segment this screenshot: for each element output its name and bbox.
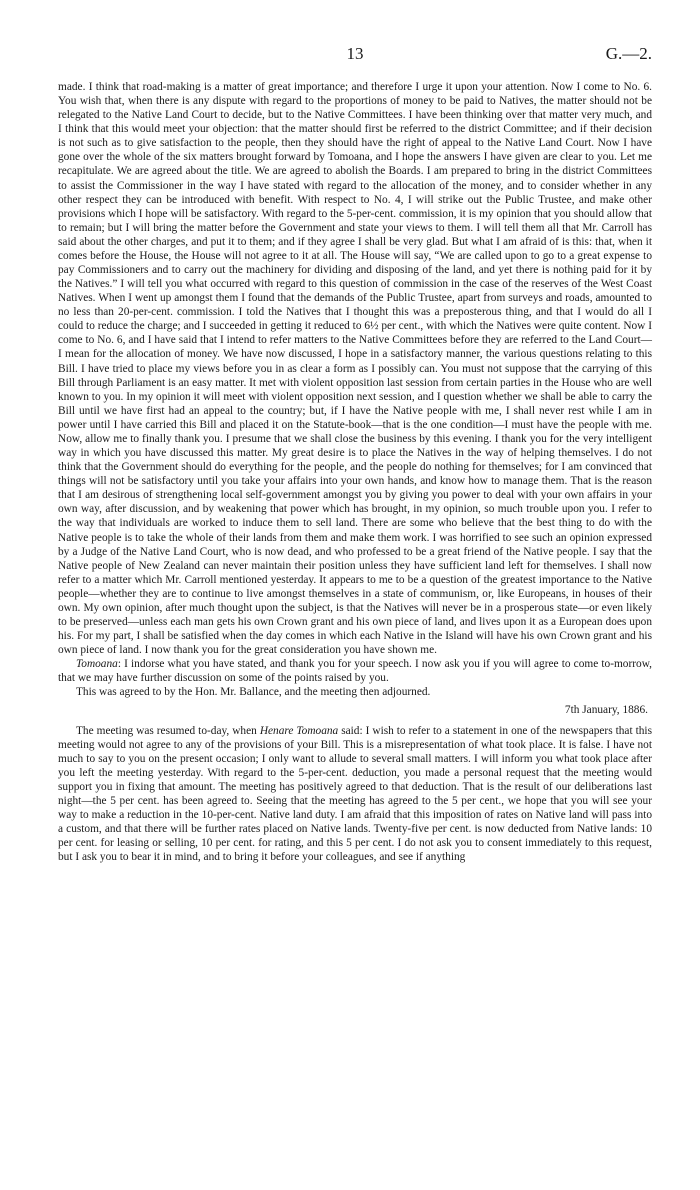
paragraph-adjournment: This was agreed to by the Hon. Mr. Ballance, and the meeting then adjourned. [76, 686, 431, 699]
paragraph-henare-tomoana-speech [58, 724, 652, 865]
body-text [58, 80, 652, 864]
page-number: 13 [346, 44, 364, 63]
paragraph-intro: The meeting was resumed to-day, when [76, 724, 260, 737]
document-page [58, 0, 652, 1190]
speaker-name: Henare Tomoana [259, 724, 339, 737]
page-header [58, 44, 652, 68]
speaker-name: Tomoana [76, 658, 118, 671]
document-reference: G.—2. [605, 44, 652, 63]
paragraph-text: : I indorse what you have stated, and thank you for your speech. I now ask you if you will agree to come to-morrow, that we may have further discussion on some of the points raised by you. [58, 658, 652, 685]
paragraph-text: said: I wish to refer to a statement in one of the newspapers that this meeting would not agree to any of the provisions of your Bill. This is a misrepresentation of what took place. It is false. I have not much to say to you on the present occasion; I only want to allude to several small matters. I will inform you what took place after you left the meeting yesterday. With regard to the 5-per-cent. deduction, you made a personal request that the meeting would support you in fixing that amount. The meeting has positively agreed to that deduction. That is the result of our deliberations last night—the 5 per cent. has been agreed to. Seeing that the meeting has agreed to the 5 per cent., we hope that you will see your way to make a reduction in the 10-per-cent. Native land duty. I am afraid that this imposition of rates on Native land will pass into a custom, and that there will be further rates placed on Native lands. Twenty-five per cent. is now deducted from Native lands: 10 per cent. for leasing or selling, 10 per cent. for rating, and this 5 per cent. I do not ask you to consent immediately to this request, but I ask you to bear it in mind, and to bring it before your colleagues, and see if anything [58, 724, 652, 864]
paragraph-ballance-speech: made. I think that road-making is a matter of great importance; and therefore I urge it upon your attention. Now I come to No. 6. You wish that, when there is any dispute with regard to the proportions of money to be paid to Natives, the matter should not be relegated to the Native Land Court to decide, but to the Native Committees. I have been thinking over that matter very much, and I think that this would meet your objection: that the matter should first be referred to the district Committee; and if their decision is not such as to give satisfaction to the people, then they should have the right of appeal to the Native Land Court. Now I have gone over the whole of the six matters brought forward by Tomoana, and I hope the answers I have given are clear to you. Let me recapitulate. We are agreed about the title. We are agreed to abolish the Boards. I am prepared to bring in the district Committees to assist the Commissioner in the way I have stated with regard to the allocation of the money, and to consider whether in any other respect they can be introduced with benefit. With respect to No. 4, I will strike out the Public Trustee, and make other provisions which I hope will be satisfactory. With regard to the 5-per-cent. commission, it is my opinion that you should allow that to remain; but I will bring the matter before the Government and state your views to them. I will tell them all that Mr. Carroll has said about the other charges, and put it to them; and if they agree I shall be very glad. But what I am afraid of is this: that, when it comes before the House, the House will not agree to it at all. The House will say, “We are called upon to go to a great expense to pay Commissioners and to carry out the machinery for dividing and disposing of the land, and yet there is nothing paid for it by the Natives.” I will tell you what occurred with regard to this question of commission in the case of the reserves of the West Coast Natives. When I went up amongst them I found that the demands of the Public Trustee, apart from surveys and roads, amounted to no less than 20-per-cent. commission. I told the Natives that I thought this was a preposterous thing, and that I would do all I could to reduce the charge; and I succeeded in getting it reduced to 6½ per cent., with which the Natives were quite content. Now I come to No. 6, and I have said that I intend to refer matters to the Native Committees before they are referred to the Land Court—I mean for the allocation of money. We have now discussed, I hope in a satisfactory manner, the various questions relating to this Bill. I have tried to place my views before you in as clear a form as I possibly can. You must not suppose that the carrying of this Bill through Parliament is an easy matter. It met with violent opposition last session from certain parties in the House who are well known to you. In my opinion it will meet with violent opposition next session, and I question whether we shall be able to carry the Bill until we have first had an appeal to the country; but, if I have the Native people with me, I shall never rest while I am in power until I have carried this Bill and placed it on the Statute-book—that is the one condition—I must have the people with me. Now, allow me to finally thank you. I presume that we shall close the business by this evening. I thank you for the very intelligent way in which you have discussed this matter. My great desire is to place the Natives in the way of helping themselves. I do not think that the Government should do everything for the people, and the people do nothing for themselves; for I am convinced that things will not be satisfactory until you take your affairs into your own hands, and know how to manage them. That is the reason that I am desirous of strengthening local self-government amongst you by giving you power to deal with your own affairs in your own way, after discussion, and by weakening that power which has brought, in my opinion, so much trouble upon you. I refer to the way that individuals are worked to induce them to sell land. There are some who believe that the best thing to do with the Native people is to take the whole of their lands from them and make them work. I was horrified to see such an opinion expressed by a Judge of the Native Land Court, who is now dead, and who professed to be a great friend of the Native people. I say that the Native people of New Zealand can never maintain their position unless they have sufficient land left for themselves. I shall now refer to a matter which Mr. Carroll mentioned yesterday. It appears to me to be a question of the greatest importance to the Native people—whether they are to continue to live amongst themselves in a state of communism, or, like Europeans, in houses of their own. My own opinion, after much thought upon the subject, is that the Natives will never be in a prosperous state—or even likely to be preserved—unless each man gets his own Crown grant and his own piece of land, and lives upon it as a European does upon his. For my part, I shall be satisfied when the day comes in which each Native in the Island will have his own Crown grant and his own piece of land. I now thank you for the great consideration you have shown me. [58, 81, 652, 657]
paragraph-tomoana-reply [58, 657, 652, 685]
date-heading: 7th January, 1886. [564, 704, 648, 717]
